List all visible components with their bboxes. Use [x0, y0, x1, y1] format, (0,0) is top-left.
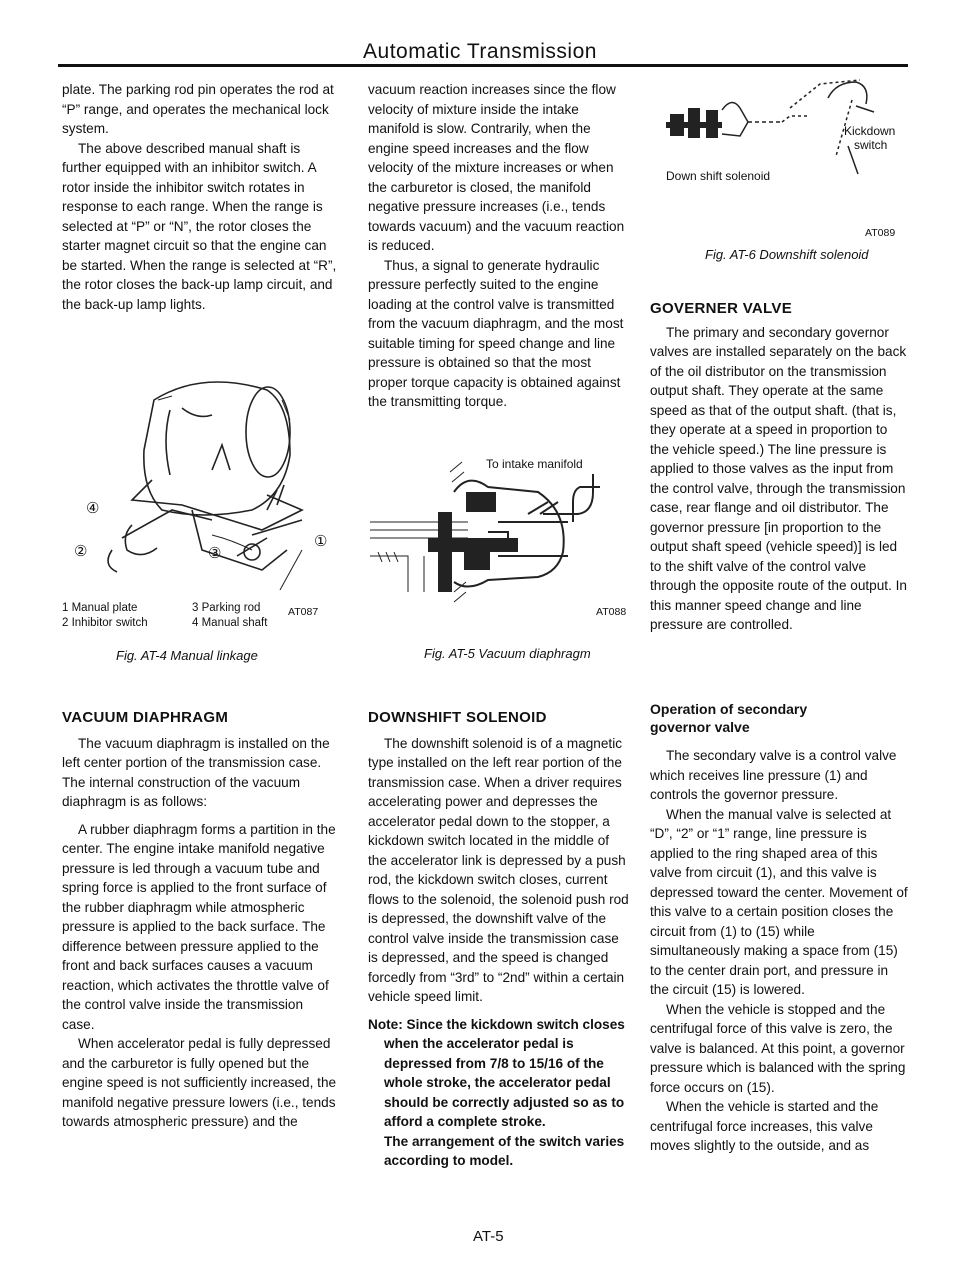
manual-linkage-drawing: [62, 360, 342, 595]
page-number: AT-5: [473, 1228, 504, 1245]
legend-item: 1 Manual plate: [62, 602, 138, 614]
paragraph: When the vehicle is stopped and the centrifugal force of this valve is zero, the valve is balanced. At this point, a governor pressure which is balanced with the spring force occurs on (15).: [650, 1001, 906, 1095]
subsection-title: Operation of secondary: [650, 701, 808, 717]
figure-caption: Fig. AT-5 Vacuum diaphragm: [424, 646, 591, 661]
legend-item: 2 Inhibitor switch: [62, 617, 148, 629]
paragraph: When accelerator pedal is fully depressed and the carburetor is fully opened but the engine speed is not sufficiently increased, the manifold negative pressure lowers (i.e., tends towards atmospheric pressure) and the: [62, 1036, 337, 1129]
paragraph: The secondary valve is a control valve which receives line pressure (1) and controls the governor pressure.: [650, 748, 897, 802]
paragraph: The vacuum diaphragm is installed on the left center portion of the transmission case. The internal construction of the vacuum diaphragm is as follows:: [62, 735, 330, 809]
note-text: The arrangement of the switch varies according to model.: [384, 1133, 625, 1168]
callout-2: ②: [74, 543, 88, 560]
paragraph: The primary and secondary governor valves are installed separately on the back of the oil distributor on the transmission output shaft. They operate at the same speed as that of the output shaft. (that is, they operate at a speed in proportion to the vehicle speed.) The line pressure is applied to those valves as the input from the control valve, through the transmission case, rear flange and oil distributor. The governor pressure [in proportion to the output shaft speed (vehicle speed)] is led to the shift valve of the control valve through the opposite route of the output. In this manner speed change and line pressure are controlled.: [650, 324, 907, 632]
figure-caption: Fig. AT-6 Downshift solenoid: [705, 247, 869, 262]
column-1-section: [62, 708, 338, 1132]
paragraph: The above described manual shaft is further equipped with an inhibitor switch. A rotor inside the inhibitor switch rotates in response to each range. When the range is selected at “P” or “N”, the rotor closes the starter magnet circuit so that the engine can be started. When the range is selected at “R”, the rotor closes the back-up lamp circuit, and the back-up lamp lights.: [62, 140, 337, 312]
column-1-top: [62, 80, 338, 314]
downshift-solenoid-drawing: [660, 76, 910, 206]
section-title: DOWNSHIFT SOLENOID: [368, 709, 547, 726]
legend-item: 4 Manual shaft: [192, 617, 268, 629]
callout-3: ③: [208, 545, 222, 562]
paragraph: vacuum reaction increases since the flow velocity of mixture inside the intake manifold is slow. Contrarily, when the engine speed increases and the flow velocity of the mixture increases or when the carburetor is closed, the manifold negative pressure increases (i.e., tends towards vacuum) and the vacuum reaction is reduced.: [368, 82, 625, 253]
note-text: Note: Since the kickdown switch closes when the accelerator pedal is depressed from 7/8 to 15/16 of the whole stroke, the accelerator pedal should be correctly adjusted so as to afford a complete stroke.: [368, 1016, 625, 1129]
paragraph: Thus, a signal to generate hydraulic pressure perfectly suited to the engine loading at the control valve is transmitted from the vacuum diaphragm, and the most suitable timing for speed change and line pressure is obtained so that the most proper torque capacity is obtained against the transmitting torque.: [368, 257, 624, 409]
header-rule: [58, 64, 908, 67]
callout-4: ④: [86, 500, 100, 517]
column-3-section: [650, 299, 908, 635]
paragraph: The downshift solenoid is of a magnetic type installed on the left rear portion of the transmission case. When a driver requires accelerating power and depresses the accelerator pedal down to the stopper, a kickdown switch located in the middle of the accelerator link is depressed by a push rod, the kickdown switch closes, current flows to the solenoid, the solenoid push rod is depressed, the downshift valve of the control valve inside the transmission case is depressed, and the speed is changed forcedly from “3rd” to “2nd” within a certain vehicle speed limit.: [368, 735, 629, 1004]
column-2-top: [368, 80, 630, 412]
vacuum-diaphragm-drawing: [368, 452, 630, 622]
paragraph: When the manual valve is selected at “D”, “2” or “1” range, line pressure is applied to the ring shaped area of this valve from circuit (1), and this valve is depressed toward the center. Movement of this valve to a certain position closes the circuit from (1) to (15) while simultaneously making a space from (15) to the center drain port, and pressure in the circuit (15) is lowered.: [650, 806, 908, 997]
column-3-subsection: [650, 700, 908, 1156]
section-title: VACUUM DIAPHRAGM: [62, 709, 229, 726]
kickdown-label: Kickdown: [844, 124, 896, 138]
section-title: GOVERNER VALVE: [650, 300, 792, 317]
down-shift-solenoid-label: Down shift solenoid: [666, 169, 771, 183]
figure-code: AT088: [596, 606, 627, 618]
subsection-title: governor valve: [650, 719, 750, 735]
manual-linkage-figure: [62, 360, 342, 595]
note-block: [368, 1015, 630, 1171]
downshift-solenoid-figure: [660, 76, 910, 206]
to-intake-label: To intake manifold: [486, 457, 583, 471]
page-header: Automatic Transmission: [363, 40, 597, 63]
paragraph: plate. The parking rod pin operates the rod at “P” range, and operates the mechanical lock system.: [62, 82, 334, 136]
vacuum-diaphragm-figure: [368, 452, 630, 622]
figure-caption: Fig. AT-4 Manual linkage: [116, 648, 258, 663]
paragraph: A rubber diaphragm forms a partition in the center. The engine intake manifold negative pressure is led through a vacuum tube and spring force is applied to the front surface of the rubber diaphragm while atmospheric pressure is applied to the back surface. The difference between pressure applied to the front and back surfaces causes a vacuum reaction, which activates the throttle valve of the control valve inside the transmission case.: [62, 821, 336, 1032]
switch-label: switch: [854, 138, 888, 152]
paragraph: When the vehicle is started and the centrifugal force increases, this valve moves slightly to the outside, and as: [650, 1099, 879, 1153]
callout-1: ①: [314, 533, 328, 550]
figure-code: AT087: [288, 606, 319, 618]
figure-code: AT089: [865, 227, 896, 239]
legend-item: 3 Parking rod: [192, 602, 261, 614]
column-2-section: [368, 708, 630, 1171]
